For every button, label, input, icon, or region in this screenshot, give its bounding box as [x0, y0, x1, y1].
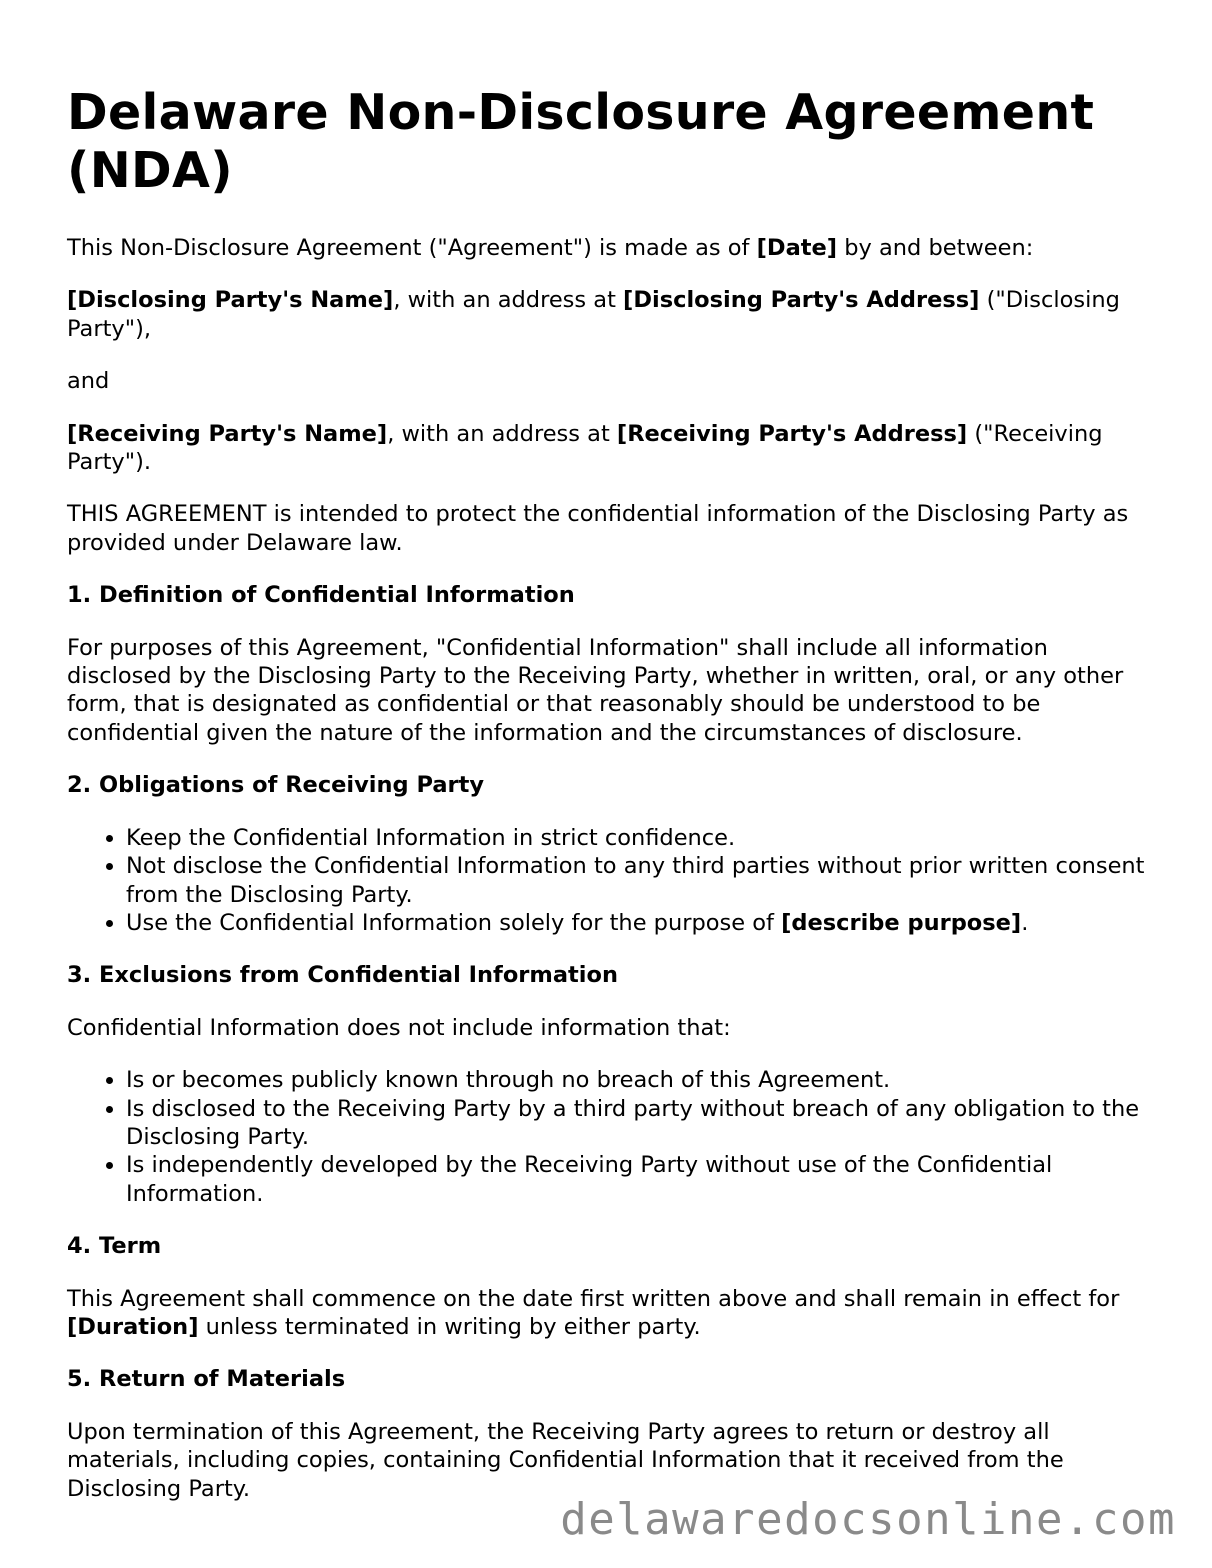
exclusion-item: • Is disclosed to the Receiving Party by a third party without breach of any obligation to the Disclosing Party. [126, 1095, 1157, 1152]
exclusion-item: • Is or becomes publicly known through no breach of this Agreement. [126, 1066, 1157, 1094]
receiving-party-paragraph [67, 420, 1157, 477]
receiving-party-address-text: , with an address at [387, 420, 617, 447]
term-text-after: unless terminated in writing by either party. [198, 1313, 701, 1340]
receiving-party-address-placeholder: [Receiving Party's Address] [616, 420, 968, 447]
conjunction-text: and [67, 368, 110, 395]
purpose-item-text-before: Use the Confidential Information solely for the purpose of [126, 909, 782, 936]
obligation-item: • Keep the Confidential Information in strict confidence. [126, 824, 1157, 852]
obligations-list [67, 824, 1157, 938]
section-5-body: Upon termination of this Agreement, the Receiving Party agrees to return or destroy all materials, including copies, containing Confidential Information that it received from the Disclosing Party. [67, 1418, 1064, 1502]
section-3-intro: Confidential Information does not include information that: [67, 1014, 731, 1041]
exclusions-list [67, 1066, 1157, 1208]
receiving-party-designation: ("Receiving Party"). [67, 420, 1103, 476]
term-text-before: This Agreement shall commence on the date first written above and shall remain in effect for [67, 1285, 1120, 1312]
section-3-heading: 3. Exclusions from Confidential Information [67, 962, 618, 989]
obligation-item-purpose [126, 909, 1157, 937]
document-title: Delaware Non-Disclosure Agreement (NDA) [67, 84, 1095, 199]
intro-paragraph [67, 234, 1157, 262]
intro-text-before: This Non-Disclosure Agreement ("Agreement") is made as of [67, 235, 757, 261]
disclosing-party-address-placeholder: [Disclosing Party's Address] [623, 287, 980, 314]
section-4-body [67, 1285, 1157, 1342]
disclosing-party-designation: ("Disclosing Party"), [67, 287, 1120, 342]
disclosing-party-paragraph [67, 286, 1157, 343]
document-page [67, 84, 1157, 1527]
exclusion-item: • Is independently developed by the Receiving Party without use of the Confidential Information. [126, 1151, 1157, 1208]
obligation-item: • Not disclose the Confidential Information to any third parties without prior written consent from the Disclosing Party. [126, 852, 1157, 909]
section-5-heading: 5. Return of Materials [67, 1366, 346, 1393]
purpose-placeholder: [describe purpose] [781, 909, 1022, 936]
intro-text-after: by and between: [837, 235, 1034, 261]
duration-placeholder: [Duration] [67, 1313, 199, 1340]
section-2-heading: 2. Obligations of Receiving Party [67, 772, 485, 799]
receiving-party-name-placeholder: [Receiving Party's Name] [67, 420, 388, 447]
site-watermark: delawaredocsonline.com [560, 1494, 1176, 1545]
disclosing-party-name-placeholder: [Disclosing Party's Name] [67, 287, 394, 314]
purpose-item-text-after: . [1021, 909, 1029, 936]
section-1-body: For purposes of this Agreement, "Confidential Information" shall include all information disclosed by the Disclosing Party to the Receiving Party, whether in written, oral, or any other form, that is designated as confidential or that reasonably should be understood to be confidential given the nature of the information and the circumstances of disclosure. [67, 634, 1124, 746]
purpose-statement: THIS AGREEMENT is intended to protect the confidential information of the Disclosing Party as provided under Delaware law. [67, 501, 1129, 556]
disclosing-party-address-text: , with an address at [393, 287, 624, 314]
section-4-heading: 4. Term [67, 1233, 162, 1260]
section-1-heading: 1. Definition of Confidential Information [67, 582, 575, 609]
date-placeholder: [Date] [756, 235, 838, 261]
